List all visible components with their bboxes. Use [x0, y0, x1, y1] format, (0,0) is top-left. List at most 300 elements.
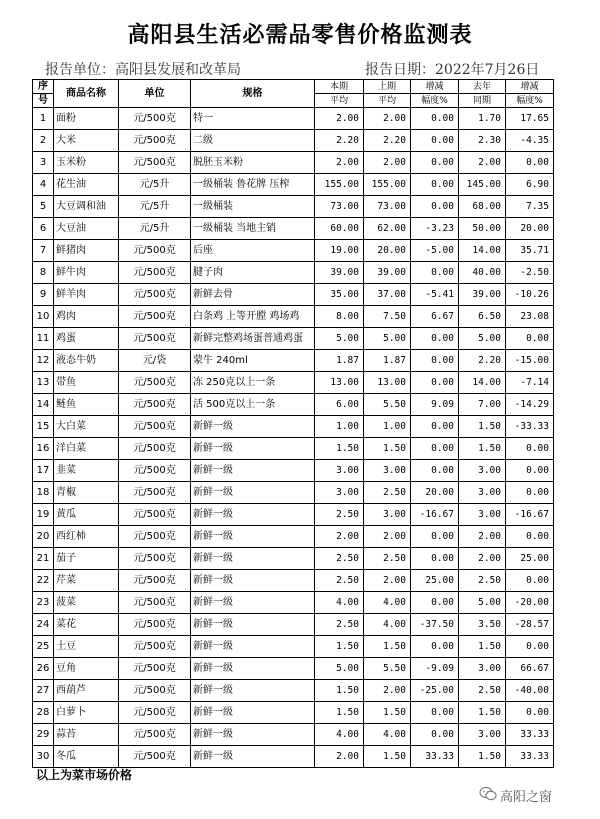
table-row [33, 460, 554, 482]
row-last: 3.00 [364, 504, 411, 526]
row-name: 菜花 [54, 614, 119, 636]
row-last: 4.00 [364, 614, 411, 636]
table-row [33, 636, 554, 658]
row-no: 22 [33, 570, 54, 592]
row-spec: 蒙牛 240ml [191, 350, 315, 372]
row-last: 1.50 [364, 438, 411, 460]
row-unit: 元/500克 [119, 108, 191, 130]
row-no: 23 [33, 592, 54, 614]
row-spec: 腱子肉 [191, 262, 315, 284]
row-name: 土豆 [54, 636, 119, 658]
row-last: 73.00 [364, 196, 411, 218]
row-current: 2.00 [315, 152, 364, 174]
row-no: 9 [33, 284, 54, 306]
table-row [33, 174, 554, 196]
header-change-2: 幅度% [411, 94, 459, 108]
row-change: 0.00 [411, 438, 459, 460]
table-row [33, 746, 554, 768]
header-name: 商品名称 [54, 80, 119, 108]
row-unit: 元/500克 [119, 526, 191, 548]
header-no-2: 号 [33, 94, 54, 108]
row-unit: 元/500克 [119, 724, 191, 746]
table-row [33, 350, 554, 372]
table-row [33, 152, 554, 174]
row-last-year: 2.00 [459, 526, 506, 548]
table-row [33, 658, 554, 680]
row-last: 155.00 [364, 174, 411, 196]
row-spec: 新鲜一级 [191, 504, 315, 526]
row-name: 花生油 [54, 174, 119, 196]
row-change: 0.00 [411, 196, 459, 218]
row-last: 2.50 [364, 548, 411, 570]
row-yoy: -33.33 [506, 416, 554, 438]
table-row [33, 680, 554, 702]
row-change: -3.23 [411, 218, 459, 240]
row-current: 2.50 [315, 614, 364, 636]
row-unit: 元/500克 [119, 152, 191, 174]
row-last: 1.50 [364, 746, 411, 768]
row-name: 茄子 [54, 548, 119, 570]
row-last: 2.00 [364, 680, 411, 702]
table-row [33, 548, 554, 570]
row-spec: 新鲜一级 [191, 614, 315, 636]
row-yoy: 6.90 [506, 174, 554, 196]
row-last-year: 39.00 [459, 284, 506, 306]
report-date: 报告日期：2022年7月26日 [365, 62, 540, 78]
footer-note: 以上为菜市场价格 [36, 768, 133, 782]
row-spec: 新鲜一级 [191, 658, 315, 680]
row-no: 30 [33, 746, 54, 768]
row-no: 12 [33, 350, 54, 372]
row-unit: 元/500克 [119, 438, 191, 460]
row-unit: 元/500克 [119, 658, 191, 680]
row-no: 29 [33, 724, 54, 746]
row-current: 1.50 [315, 636, 364, 658]
table-row [33, 504, 554, 526]
header-lastyear-2: 同期 [459, 94, 506, 108]
row-unit: 元/500克 [119, 130, 191, 152]
row-change: 0.00 [411, 262, 459, 284]
row-unit: 元/500克 [119, 482, 191, 504]
row-unit: 元/5升 [119, 218, 191, 240]
table-row [33, 372, 554, 394]
row-name: 带鱼 [54, 372, 119, 394]
row-yoy: 0.00 [506, 570, 554, 592]
row-spec: 冻 250克以上一条 [191, 372, 315, 394]
row-unit: 元/5升 [119, 196, 191, 218]
row-yoy: 35.71 [506, 240, 554, 262]
row-yoy: 7.35 [506, 196, 554, 218]
row-spec: 新鲜一级 [191, 416, 315, 438]
table-row [33, 262, 554, 284]
row-last-year: 40.00 [459, 262, 506, 284]
header-spec: 规格 [191, 80, 315, 108]
header-change2-2: 幅度% [506, 94, 554, 108]
page-title: 高阳县生活必需品零售价格监测表 [127, 23, 473, 48]
row-change: 25.00 [411, 570, 459, 592]
row-no: 14 [33, 394, 54, 416]
row-yoy: -28.57 [506, 614, 554, 636]
row-name: 菠菜 [54, 592, 119, 614]
table-row [33, 108, 554, 130]
row-no: 26 [33, 658, 54, 680]
row-name: 芹菜 [54, 570, 119, 592]
row-spec: 新鲜去骨 [191, 284, 315, 306]
row-change: 0.00 [411, 174, 459, 196]
row-spec: 一级桶装 鲁花牌 压榨 [191, 174, 315, 196]
row-unit: 元/500克 [119, 262, 191, 284]
table-row [33, 328, 554, 350]
row-no: 25 [33, 636, 54, 658]
row-yoy: -20.00 [506, 592, 554, 614]
row-last-year: 3.00 [459, 504, 506, 526]
row-yoy: 0.00 [506, 702, 554, 724]
row-last: 2.20 [364, 130, 411, 152]
row-change: 0.00 [411, 372, 459, 394]
row-change: 0.00 [411, 636, 459, 658]
row-no: 24 [33, 614, 54, 636]
row-current: 2.50 [315, 570, 364, 592]
row-change: 0.00 [411, 328, 459, 350]
row-spec: 新鲜一级 [191, 680, 315, 702]
row-last: 2.00 [364, 570, 411, 592]
row-last-year: 1.70 [459, 108, 506, 130]
row-change: 33.33 [411, 746, 459, 768]
row-last-year: 14.00 [459, 240, 506, 262]
row-current: 6.00 [315, 394, 364, 416]
row-name: 鲜牛肉 [54, 262, 119, 284]
row-no: 19 [33, 504, 54, 526]
row-spec: 新鲜一级 [191, 592, 315, 614]
row-name: 西葫芦 [54, 680, 119, 702]
row-yoy: -2.50 [506, 262, 554, 284]
row-change: 0.00 [411, 460, 459, 482]
row-last-year: 5.00 [459, 592, 506, 614]
row-spec: 新鲜一级 [191, 702, 315, 724]
row-last-year: 145.00 [459, 174, 506, 196]
row-spec: 新鲜完整鸡场蛋普通鸡蛋 [191, 328, 315, 350]
row-unit: 元/500克 [119, 570, 191, 592]
row-last-year: 1.50 [459, 702, 506, 724]
row-last-year: 1.50 [459, 636, 506, 658]
row-unit: 元/500克 [119, 636, 191, 658]
row-name: 大豆油 [54, 218, 119, 240]
report-unit: 报告单位：高阳县发展和改革局 [45, 62, 241, 78]
row-name: 黄瓜 [54, 504, 119, 526]
row-last-year: 3.50 [459, 614, 506, 636]
row-spec: 新鲜一级 [191, 570, 315, 592]
row-last: 39.00 [364, 262, 411, 284]
row-current: 39.00 [315, 262, 364, 284]
header-last-1: 上期 [364, 80, 411, 94]
row-change: 0.00 [411, 724, 459, 746]
row-current: 73.00 [315, 196, 364, 218]
row-yoy: -7.14 [506, 372, 554, 394]
row-spec: 新鲜一级 [191, 746, 315, 768]
row-current: 3.00 [315, 460, 364, 482]
row-spec: 特一 [191, 108, 315, 130]
row-current: 1.50 [315, 680, 364, 702]
row-current: 8.00 [315, 306, 364, 328]
row-yoy: 20.00 [506, 218, 554, 240]
row-yoy: -10.26 [506, 284, 554, 306]
row-current: 4.00 [315, 724, 364, 746]
row-no: 6 [33, 218, 54, 240]
row-change: 0.00 [411, 526, 459, 548]
row-unit: 元/500克 [119, 416, 191, 438]
row-name: 洋白菜 [54, 438, 119, 460]
row-change: 0.00 [411, 592, 459, 614]
row-current: 2.50 [315, 548, 364, 570]
row-no: 4 [33, 174, 54, 196]
row-unit: 元/500克 [119, 680, 191, 702]
row-no: 11 [33, 328, 54, 350]
header-last-2: 平均 [364, 94, 411, 108]
row-unit: 元/500克 [119, 394, 191, 416]
row-no: 10 [33, 306, 54, 328]
row-yoy: -15.00 [506, 350, 554, 372]
row-current: 19.00 [315, 240, 364, 262]
row-unit: 元/500克 [119, 548, 191, 570]
row-no: 13 [33, 372, 54, 394]
row-no: 7 [33, 240, 54, 262]
row-change: -16.67 [411, 504, 459, 526]
row-current: 3.00 [315, 482, 364, 504]
row-last: 1.50 [364, 702, 411, 724]
row-unit: 元/500克 [119, 328, 191, 350]
table-row [33, 614, 554, 636]
row-last-year: 14.00 [459, 372, 506, 394]
row-no: 5 [33, 196, 54, 218]
row-yoy: 0.00 [506, 460, 554, 482]
row-spec: 白条鸡 上等开膛 鸡场鸡 [191, 306, 315, 328]
row-name: 鸡蛋 [54, 328, 119, 350]
row-unit: 元/500克 [119, 240, 191, 262]
row-name: 鲜羊肉 [54, 284, 119, 306]
row-unit: 元/5升 [119, 174, 191, 196]
table-row [33, 130, 554, 152]
row-last-year: 68.00 [459, 196, 506, 218]
row-unit: 元/500克 [119, 372, 191, 394]
row-name: 青椒 [54, 482, 119, 504]
row-change: -25.00 [411, 680, 459, 702]
row-yoy: 25.00 [506, 548, 554, 570]
table-row [33, 438, 554, 460]
row-spec: 新鲜一级 [191, 460, 315, 482]
header-change2-1: 增减 [506, 80, 554, 94]
row-no: 18 [33, 482, 54, 504]
row-last: 5.00 [364, 328, 411, 350]
row-yoy: 66.67 [506, 658, 554, 680]
row-last-year: 7.00 [459, 394, 506, 416]
row-last: 1.50 [364, 636, 411, 658]
row-name: 西红柿 [54, 526, 119, 548]
row-name: 玉米粉 [54, 152, 119, 174]
row-last-year: 6.50 [459, 306, 506, 328]
row-name: 蒜苔 [54, 724, 119, 746]
row-unit: 元/500克 [119, 504, 191, 526]
row-yoy: 17.65 [506, 108, 554, 130]
row-last-year: 2.00 [459, 548, 506, 570]
header-unit: 单位 [119, 80, 191, 108]
row-change: 20.00 [411, 482, 459, 504]
row-yoy: -16.67 [506, 504, 554, 526]
header-lastyear-1: 去年 [459, 80, 506, 94]
row-last: 1.87 [364, 350, 411, 372]
row-last: 1.00 [364, 416, 411, 438]
row-yoy: 0.00 [506, 328, 554, 350]
header-no-1: 序 [33, 80, 54, 94]
row-yoy: 0.00 [506, 152, 554, 174]
row-last-year: 3.00 [459, 460, 506, 482]
row-spec: 新鲜一级 [191, 548, 315, 570]
row-current: 1.87 [315, 350, 364, 372]
row-name: 大米 [54, 130, 119, 152]
row-name: 鲜猪肉 [54, 240, 119, 262]
row-no: 3 [33, 152, 54, 174]
row-no: 8 [33, 262, 54, 284]
row-yoy: -4.35 [506, 130, 554, 152]
row-name: 鸡肉 [54, 306, 119, 328]
row-current: 1.00 [315, 416, 364, 438]
table-row [33, 592, 554, 614]
row-change: 0.00 [411, 416, 459, 438]
row-last: 5.50 [364, 394, 411, 416]
row-current: 2.20 [315, 130, 364, 152]
row-yoy: -14.29 [506, 394, 554, 416]
row-last-year: 2.00 [459, 152, 506, 174]
row-change: 6.67 [411, 306, 459, 328]
row-last: 37.00 [364, 284, 411, 306]
watermark: 高阳之窗 [500, 790, 553, 805]
row-yoy: 0.00 [506, 482, 554, 504]
row-last-year: 2.50 [459, 680, 506, 702]
row-spec: 新鲜一级 [191, 438, 315, 460]
table-row [33, 306, 554, 328]
row-change: 0.00 [411, 548, 459, 570]
row-no: 27 [33, 680, 54, 702]
row-change: -5.00 [411, 240, 459, 262]
row-current: 2.00 [315, 526, 364, 548]
row-last: 62.00 [364, 218, 411, 240]
row-current: 4.00 [315, 592, 364, 614]
row-spec: 一级桶装 当地主销 [191, 218, 315, 240]
row-spec: 新鲜一级 [191, 724, 315, 746]
table-row [33, 284, 554, 306]
row-change: -5.41 [411, 284, 459, 306]
table-row [33, 482, 554, 504]
row-unit: 元/500克 [119, 746, 191, 768]
row-last: 2.50 [364, 482, 411, 504]
table-row [33, 724, 554, 746]
row-no: 21 [33, 548, 54, 570]
row-current: 13.00 [315, 372, 364, 394]
row-no: 15 [33, 416, 54, 438]
row-unit: 元/袋 [119, 350, 191, 372]
row-last-year: 2.20 [459, 350, 506, 372]
row-spec: 活 500克以上一条 [191, 394, 315, 416]
header-change-1: 增减 [411, 80, 459, 94]
row-last: 3.00 [364, 460, 411, 482]
row-last-year: 1.50 [459, 416, 506, 438]
row-last-year: 1.50 [459, 438, 506, 460]
row-yoy: 0.00 [506, 526, 554, 548]
row-current: 5.00 [315, 328, 364, 350]
row-name: 冬瓜 [54, 746, 119, 768]
row-last: 5.50 [364, 658, 411, 680]
row-last-year: 2.30 [459, 130, 506, 152]
row-spec: 新鲜一级 [191, 636, 315, 658]
row-last: 2.00 [364, 108, 411, 130]
table-header [33, 80, 554, 108]
header-current-1: 本期 [315, 80, 364, 94]
table-row [33, 526, 554, 548]
row-last: 2.00 [364, 526, 411, 548]
row-yoy: 23.08 [506, 306, 554, 328]
row-spec: 二级 [191, 130, 315, 152]
row-last-year: 1.50 [459, 746, 506, 768]
row-last-year: 3.00 [459, 658, 506, 680]
row-yoy: 0.00 [506, 438, 554, 460]
row-yoy: 33.33 [506, 724, 554, 746]
row-no: 28 [33, 702, 54, 724]
wechat-icon [479, 786, 497, 802]
row-change: 0.00 [411, 350, 459, 372]
table-row [33, 240, 554, 262]
row-last: 2.00 [364, 152, 411, 174]
row-name: 面粉 [54, 108, 119, 130]
row-last: 4.00 [364, 724, 411, 746]
table-row [33, 218, 554, 240]
row-unit: 元/500克 [119, 284, 191, 306]
row-change: 0.00 [411, 152, 459, 174]
row-name: 大白菜 [54, 416, 119, 438]
row-last-year: 2.50 [459, 570, 506, 592]
row-last-year: 50.00 [459, 218, 506, 240]
row-current: 2.00 [315, 108, 364, 130]
row-spec: 新鲜一级 [191, 482, 315, 504]
row-current: 1.50 [315, 438, 364, 460]
row-name: 白萝卜 [54, 702, 119, 724]
row-unit: 元/500克 [119, 614, 191, 636]
row-last: 13.00 [364, 372, 411, 394]
row-unit: 元/500克 [119, 460, 191, 482]
row-name: 韭菜 [54, 460, 119, 482]
row-spec: 新鲜一级 [191, 526, 315, 548]
row-current: 60.00 [315, 218, 364, 240]
row-spec: 后座 [191, 240, 315, 262]
row-name: 鲢鱼 [54, 394, 119, 416]
row-current: 155.00 [315, 174, 364, 196]
row-change: 0.00 [411, 130, 459, 152]
row-yoy: 33.33 [506, 746, 554, 768]
row-current: 2.00 [315, 746, 364, 768]
row-yoy: 0.00 [506, 636, 554, 658]
table-row [33, 702, 554, 724]
row-name: 大豆调和油 [54, 196, 119, 218]
table-row [33, 416, 554, 438]
row-current: 1.50 [315, 702, 364, 724]
row-no: 1 [33, 108, 54, 130]
row-spec: 脱胚玉米粉 [191, 152, 315, 174]
row-change: 9.09 [411, 394, 459, 416]
row-no: 17 [33, 460, 54, 482]
row-name: 豆角 [54, 658, 119, 680]
row-yoy: -40.00 [506, 680, 554, 702]
row-no: 16 [33, 438, 54, 460]
row-last-year: 5.00 [459, 328, 506, 350]
row-change: 0.00 [411, 108, 459, 130]
